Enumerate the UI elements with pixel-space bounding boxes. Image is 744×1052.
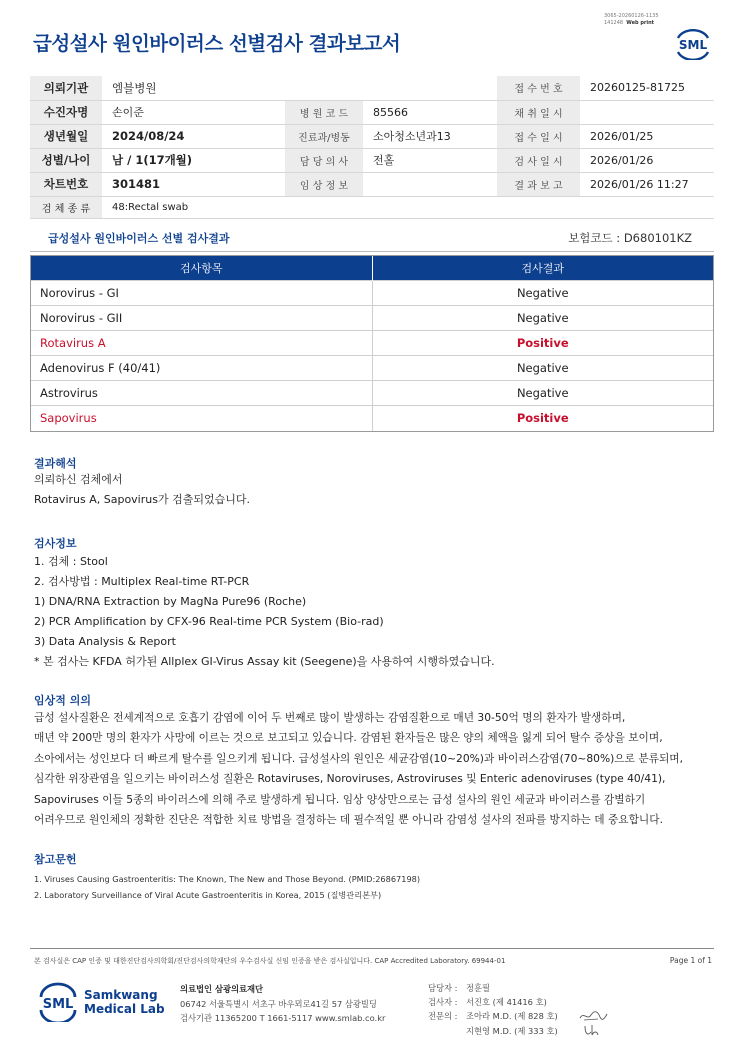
references-heading: 참고문헌 bbox=[34, 853, 77, 866]
test-result: Negative bbox=[372, 380, 713, 405]
text-line: Sapoviruses 이들 5종의 바이러스에 의해 주로 발생하게 됩니다. 임상 양상만으로는 급성 설사의 원인 세균과 바이러스를 감별하기 bbox=[34, 792, 646, 806]
staff-name: 조아라 M.D. (제 828 호) bbox=[466, 1011, 558, 1022]
label-clinical-info: 임 상 정 보 bbox=[285, 172, 363, 196]
value-receipt-no: 20260125-81725 bbox=[580, 76, 714, 100]
interpretation-heading: 결과해석 bbox=[34, 457, 77, 470]
text-line: 급성 설사질환은 전세계적으로 호흡기 감염에 이어 두 번째로 많이 발생하는 감염질환으로 매년 30-50억 명의 환자가 발생하며, bbox=[34, 711, 626, 724]
samkwang-logo bbox=[38, 982, 165, 1022]
sml-bottom-logo-icon bbox=[38, 982, 78, 1022]
staff-role: 검사자 : bbox=[428, 997, 458, 1008]
value-birthdate: 2024/08/24 bbox=[102, 124, 285, 148]
org-contact: 검사기관 11365200 T 1661-5117 www.smlab.co.kr bbox=[180, 1013, 386, 1023]
sml-logo-icon bbox=[674, 28, 712, 60]
insurance-code: 보험코드 : D680101KZ bbox=[568, 231, 692, 245]
brand-line1: Samkwang bbox=[84, 988, 158, 1002]
label-specimen-type: 검 체 종 류 bbox=[30, 196, 102, 218]
references-list bbox=[34, 872, 420, 903]
column-header-result: 검사결과 bbox=[372, 256, 713, 280]
text-line: 1) DNA/RNA Extraction by MagNa Pure96 (Roche) bbox=[34, 595, 307, 608]
test-item: Astrovirus bbox=[31, 380, 372, 405]
info-row bbox=[30, 124, 714, 148]
test-item: Sapovirus bbox=[31, 405, 372, 430]
label-report-date: 결 과 보 고 bbox=[497, 172, 580, 196]
table-row bbox=[31, 305, 713, 330]
value-chart-no: 301481 bbox=[102, 172, 285, 196]
text-line: 2) PCR Amplification by CFX-96 Real-time PCR System (Bio-rad) bbox=[34, 615, 384, 628]
web-print-label: Web print bbox=[626, 20, 655, 26]
reference-item: 2. Laboratory Surveillance of Viral Acute Gastroenteritis in Korea, 2015 (질병관리본부) bbox=[34, 889, 382, 900]
text-line: Rotavirus A, Sapovirus가 검출되었습니다. bbox=[34, 493, 250, 506]
label-test-date: 검 사 일 시 bbox=[497, 148, 580, 172]
value-receipt-date: 2026/01/25 bbox=[580, 124, 714, 148]
staff-name: 지현영 M.D. (제 333 호) bbox=[466, 1025, 558, 1036]
test-item: Norovirus - GI bbox=[31, 280, 372, 305]
value-clinical-info bbox=[363, 172, 497, 196]
label-patient-name: 수진자명 bbox=[30, 100, 102, 124]
test-result: Negative bbox=[372, 305, 713, 330]
value-test-date: 2026/01/26 bbox=[580, 148, 714, 172]
label-institution: 의뢰기관 bbox=[30, 76, 102, 100]
label-department: 진료과/병동 bbox=[285, 124, 363, 148]
text-line: 3) Data Analysis & Report bbox=[34, 635, 176, 648]
staff-role: 담당자 : bbox=[428, 983, 458, 993]
text-line: 소아에서는 성인보다 더 빠르게 탈수를 일으키게 됩니다. 급성설사의 원인은 세균감염(10~20%)과 바이러스감염(70~80%)으로 분류되며, bbox=[34, 751, 684, 765]
print-code bbox=[604, 13, 659, 27]
results-table bbox=[30, 255, 714, 432]
value-hospital-code: 85566 bbox=[363, 100, 497, 124]
table-row-positive bbox=[31, 330, 713, 355]
signature-icon bbox=[582, 1022, 604, 1042]
value-doctor: 전홀 bbox=[363, 148, 497, 172]
info-row bbox=[30, 148, 714, 172]
text-line: 심각한 위장관염을 일으키는 바이러스성 질환은 Rotaviruses, Noroviruses, Astroviruses 및 Enteric adenoviruses (type 40/41), bbox=[34, 772, 666, 786]
text-line: 매년 약 200만 명의 환자가 사망에 이르는 것으로 보고되고 있습니다. 감염된 환자들은 많은 양의 체액을 잃게 되어 탈수 증상을 보이며, bbox=[34, 731, 663, 745]
test-result: Negative bbox=[372, 280, 713, 305]
logo-text: SML bbox=[42, 997, 74, 1012]
org-address: 06742 서울특별시 서초구 바우뫼로41길 57 삼광빌딩 bbox=[180, 998, 377, 1009]
test-result: Positive bbox=[372, 405, 713, 430]
value-sex-age: 남 / 1(17개월) bbox=[102, 148, 285, 172]
info-row bbox=[30, 76, 714, 100]
test-item: Rotavirus A bbox=[31, 330, 372, 355]
table-row bbox=[31, 355, 713, 380]
table-row bbox=[31, 280, 713, 305]
value-patient-name: 손이준 bbox=[102, 100, 285, 124]
brand-name bbox=[84, 988, 165, 1016]
page-number: Page 1 of 1 bbox=[669, 956, 712, 965]
footer-divider bbox=[30, 948, 714, 949]
test-info-heading: 검사정보 bbox=[34, 537, 77, 550]
label-birthdate: 생년월일 bbox=[30, 124, 102, 148]
logo-text: SML bbox=[678, 38, 708, 52]
staff-row bbox=[428, 995, 558, 1009]
staff-info bbox=[428, 981, 558, 1038]
staff-role bbox=[428, 1024, 466, 1038]
staff-row bbox=[428, 1009, 558, 1023]
print-code-line2: 141248 bbox=[604, 20, 624, 26]
reference-item: 1. Viruses Causing Gastroenteritis: The Known, The New and Those Beyond. (PMID:26867198) bbox=[34, 874, 421, 884]
label-receipt-no: 접 수 번 호 bbox=[497, 76, 580, 100]
info-row bbox=[30, 100, 714, 124]
clinical-heading: 임상적 의의 bbox=[34, 694, 91, 707]
test-item: Adenovirus F (40/41) bbox=[31, 355, 372, 380]
org-name: 의료법인 삼광의료재단 bbox=[180, 984, 264, 994]
clinical-text bbox=[34, 708, 683, 830]
staff-name: 정훈필 bbox=[466, 983, 491, 993]
test-result: Positive bbox=[372, 330, 713, 355]
table-row bbox=[31, 380, 713, 405]
value-collection-date bbox=[580, 100, 714, 124]
staff-row bbox=[428, 1024, 558, 1038]
patient-info-grid bbox=[30, 76, 714, 219]
info-row bbox=[30, 172, 714, 196]
test-result: Negative bbox=[372, 355, 713, 380]
brand-line2: Medical Lab bbox=[84, 1002, 165, 1016]
value-report-date: 2026/01/26 11:27 bbox=[580, 172, 714, 196]
label-sex-age: 성별/나이 bbox=[30, 148, 102, 172]
staff-row bbox=[428, 981, 558, 995]
value-department: 소아청소년과13 bbox=[363, 124, 497, 148]
table-row-positive bbox=[31, 405, 713, 430]
organization-info bbox=[180, 982, 385, 1026]
text-line: 2. 검사방법 : Multiplex Real-time RT-PCR bbox=[34, 575, 250, 588]
divider bbox=[30, 251, 714, 252]
label-receipt-date: 접 수 일 시 bbox=[497, 124, 580, 148]
test-info-text bbox=[34, 552, 495, 672]
label-chart-no: 차트번호 bbox=[30, 172, 102, 196]
report-title: 급성설사 원인바이러스 선별검사 결과보고서 bbox=[33, 32, 401, 55]
value-institution: 엠블병원 bbox=[102, 76, 497, 100]
staff-name: 서진호 (제 41416 호) bbox=[466, 997, 547, 1008]
column-header-item: 검사항목 bbox=[31, 256, 372, 280]
results-section-title: 급성설사 원인바이러스 선별 검사결과 bbox=[48, 232, 230, 245]
label-collection-date: 채 취 일 시 bbox=[497, 100, 580, 124]
text-line: 의뢰하신 검체에서 bbox=[34, 473, 123, 486]
text-line: 어려우므로 원인체의 정확한 진단은 적합한 치료 방법을 결정하는 데 필수적일 뿐 아니라 감염성 설사의 전파를 방지하는 데 중요합니다. bbox=[34, 813, 663, 827]
accreditation-note: 본 검사실은 CAP 인증 및 대한진단검사의학회/진단검사의학재단의 우수검사실 신임 인증을 받은 검사실입니다. CAP Accredited Laboratory. 69944-01 bbox=[34, 957, 506, 965]
label-doctor: 담 당 의 사 bbox=[285, 148, 363, 172]
info-row bbox=[30, 196, 714, 218]
staff-role: 전문의 : bbox=[428, 1011, 458, 1022]
text-line: 1. 검체 : Stool bbox=[34, 555, 108, 568]
interpretation-text bbox=[34, 470, 250, 510]
value-specimen-type: 48:Rectal swab bbox=[102, 196, 714, 218]
text-line: * 본 검사는 KFDA 허가된 Allplex GI-Virus Assay kit (Seegene)을 사용하여 시행하였습니다. bbox=[34, 655, 495, 668]
label-hospital-code: 병 원 코 드 bbox=[285, 100, 363, 124]
print-code-line1: 3065-20260126-1135 bbox=[604, 13, 659, 19]
test-item: Norovirus - GII bbox=[31, 305, 372, 330]
